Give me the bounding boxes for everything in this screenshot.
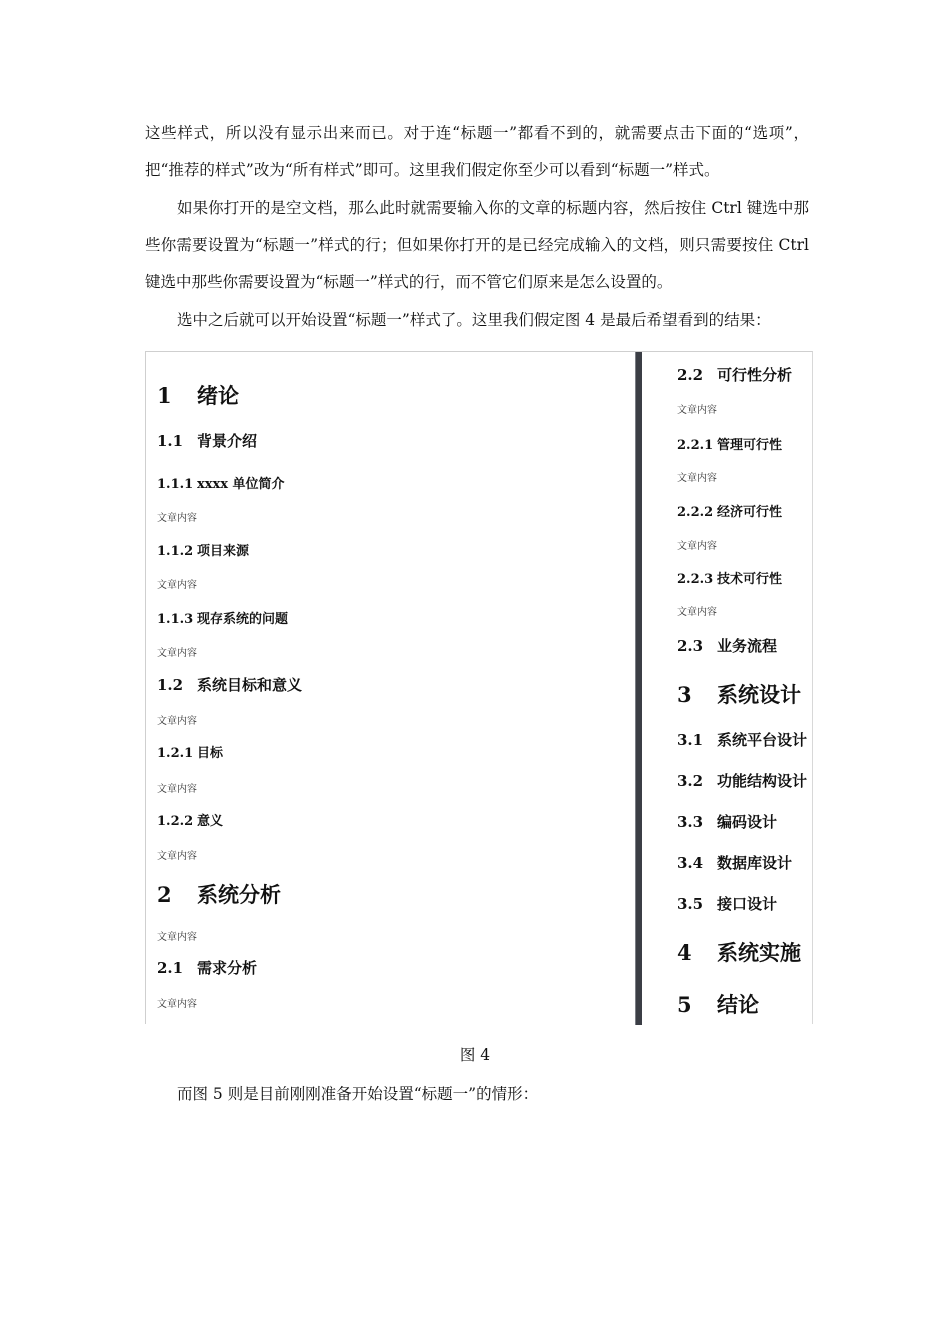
heading-3-4: 3.4 数据库设计 bbox=[677, 854, 793, 872]
body-text: 文章内容 bbox=[677, 473, 717, 484]
body-text: 文章内容 bbox=[677, 607, 717, 618]
heading-3-5: 3.5 接口设计 bbox=[677, 895, 778, 913]
figure-caption: 图 4 bbox=[459, 1046, 491, 1064]
heading-2-2: 2.2 可行性分析 bbox=[677, 366, 793, 384]
heading-2-3: 2.3 业务流程 bbox=[677, 637, 778, 655]
column-divider bbox=[635, 352, 642, 1025]
paragraph-select-lines: 如果你打开的是空文档，那么此时就需要输入你的文章的标题内容，然后按住 Ctrl 键选中那些你需要设置为“标题一”样式的行；但如果你打开的是已经完成输入的文档，则只需要按住 Ctrl 键选中那些你需要设置为“标题一”样式的行，而不管它们原来是怎么设置的。 bbox=[145, 199, 809, 291]
body-text: 文章内容 bbox=[677, 405, 717, 416]
heading-1-2-2: 1.2.2 意义 bbox=[157, 814, 224, 829]
body-text: 文章内容 bbox=[157, 580, 197, 591]
heading-3-1: 3.1 系统平台设计 bbox=[677, 731, 808, 749]
heading-2: 2 系统分析 bbox=[157, 882, 281, 907]
body-text: 文章内容 bbox=[157, 999, 197, 1010]
heading-5: 5 结论 bbox=[677, 992, 759, 1017]
heading-1-1-3: 1.1.3 现存系统的问题 bbox=[157, 612, 289, 627]
heading-1: 1 绪论 bbox=[157, 383, 239, 408]
body-text: 文章内容 bbox=[677, 541, 717, 552]
heading-3-3: 3.3 编码设计 bbox=[677, 813, 778, 831]
heading-2-2-2: 2.2.2 经济可行性 bbox=[677, 505, 783, 520]
body-text: 文章内容 bbox=[157, 784, 197, 795]
heading-3-2: 3.2 功能结构设计 bbox=[677, 772, 808, 790]
heading-2-2-3: 2.2.3 技术可行性 bbox=[677, 572, 783, 587]
paragraph-figure-intro: 选中之后就可以开始设置“标题一”样式了。这里我们假定图 4 是最后希望看到的结果： bbox=[177, 311, 771, 329]
heading-1-2: 1.2 系统目标和意义 bbox=[157, 676, 303, 694]
figure-4-outline bbox=[145, 351, 813, 1024]
body-text: 文章内容 bbox=[157, 648, 197, 659]
body-text: 文章内容 bbox=[157, 851, 197, 862]
body-text: 文章内容 bbox=[157, 932, 197, 943]
body-text: 文章内容 bbox=[157, 513, 197, 524]
heading-1-1: 1.1 背景介绍 bbox=[157, 432, 258, 450]
heading-1-2-1: 1.2.1 目标 bbox=[157, 746, 224, 761]
heading-3: 3 系统设计 bbox=[677, 682, 801, 707]
paragraph-figure-5-intro: 而图 5 则是目前刚刚准备开始设置“标题一”的情形： bbox=[177, 1085, 539, 1103]
heading-1-1-2: 1.1.2 项目来源 bbox=[157, 544, 250, 559]
heading-2-2-1: 2.2.1 管理可行性 bbox=[677, 438, 783, 453]
heading-4: 4 系统实施 bbox=[677, 940, 801, 965]
heading-2-1: 2.1 需求分析 bbox=[157, 959, 258, 977]
body-text: 文章内容 bbox=[157, 716, 197, 727]
paragraph-styles-note: 这些样式，所以没有显示出来而已。对于连“标题一”都看不到的，就需要点击下面的“选项”，把“推荐的样式”改为“所有样式”即可。这里我们假定你至少可以看到“标题一”样式。 bbox=[145, 124, 809, 179]
heading-1-1-1: 1.1.1 xxxx 单位简介 bbox=[157, 477, 285, 492]
